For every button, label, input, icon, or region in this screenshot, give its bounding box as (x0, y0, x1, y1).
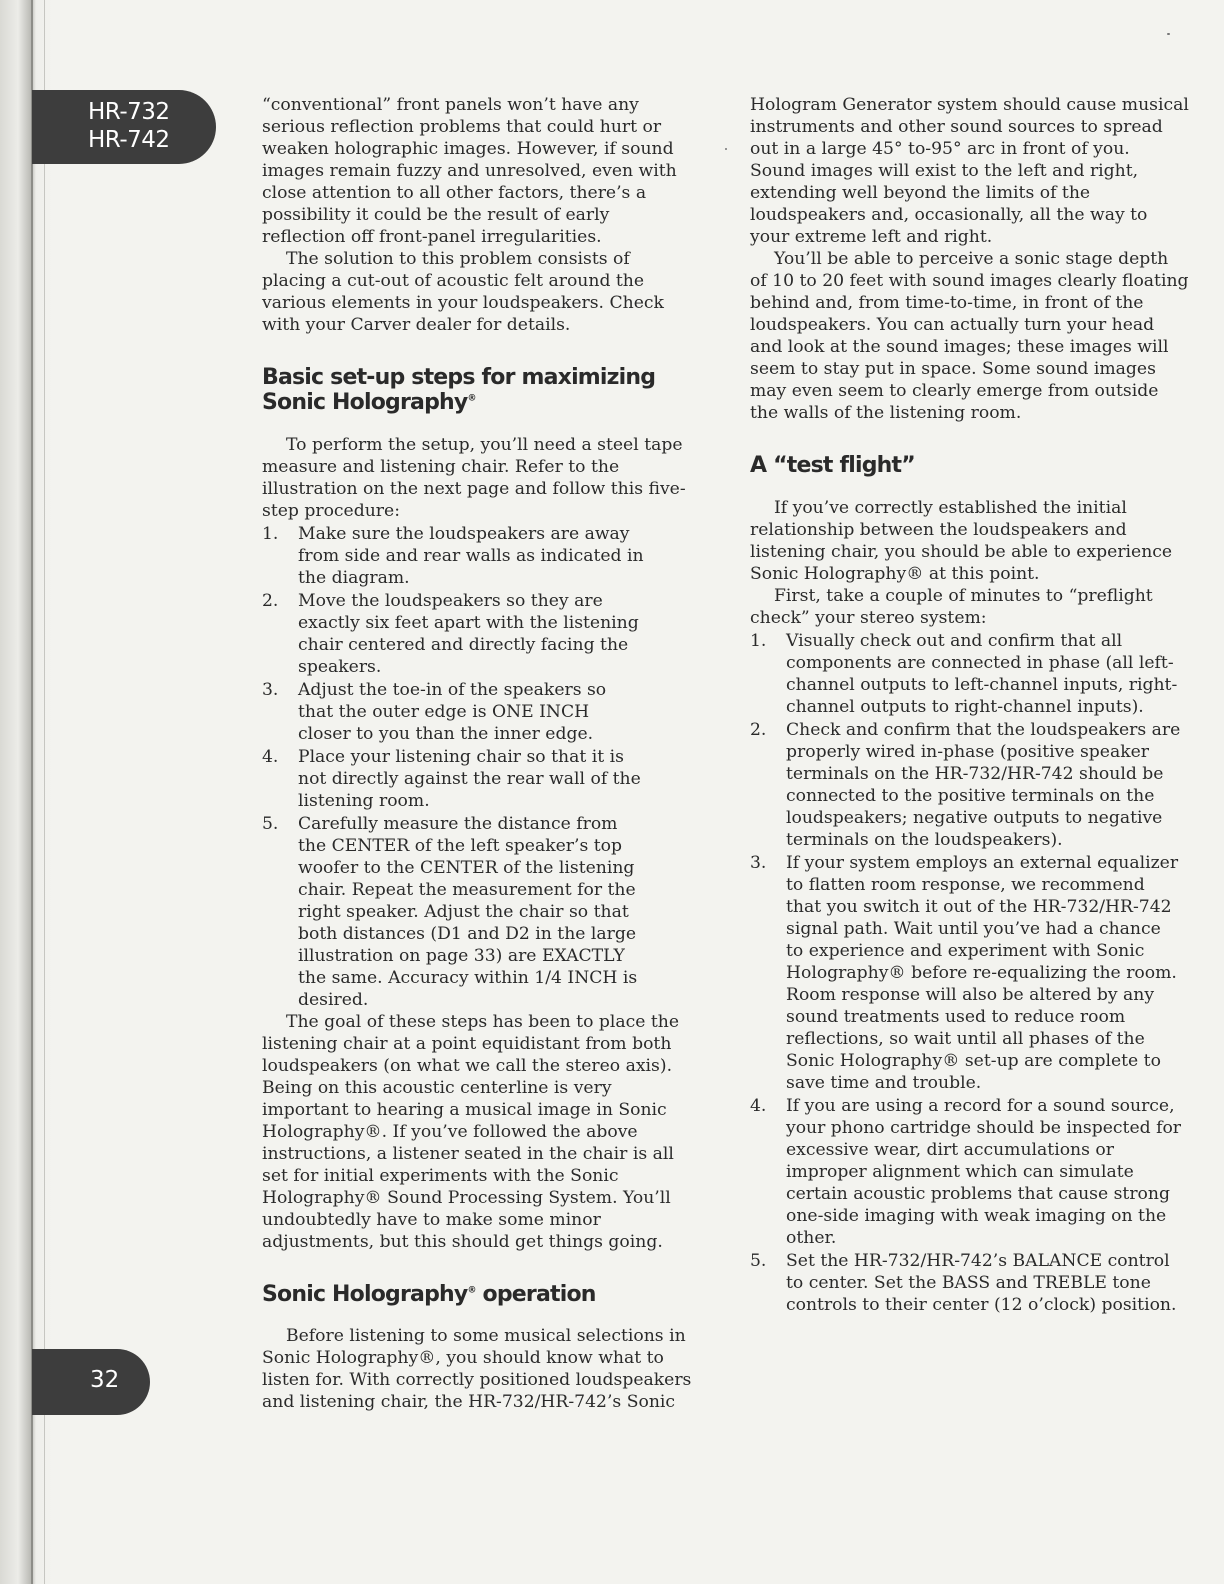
list-item (750, 1095, 1190, 1249)
registered-mark: ® (467, 393, 476, 404)
list-item-number: 2. (750, 720, 767, 740)
list-item-text: Adjust the toe-in of the speakers so that the outer edge is ONE INCH closer to you than the inner edge. (298, 680, 607, 744)
list-item (262, 813, 696, 1011)
setup-intro-paragraph: To perform the setup, you’ll need a steel tape measure and listening chair. Refer to the illustration on the next page and follow this five-step procedure: (262, 435, 686, 521)
solution-paragraph: The solution to this problem consists of placing a cut-out of acoustic felt around the various elements in your loudspeakers. Check with your Carver dealer for details. (262, 249, 664, 335)
right-column (750, 94, 1190, 1316)
scan-speck (725, 148, 727, 150)
list-item (262, 679, 696, 745)
test-flight-heading: A “test flight” (750, 453, 915, 478)
list-item (750, 719, 1190, 851)
setup-heading-line2: Sonic Holography (262, 390, 468, 415)
page-number: 32 (90, 1367, 120, 1393)
list-item-text: If you are using a record for a sound source, your phono cartridge should be inspected for excessive wear, dirt accumulations or improper alignment which can simulate certain acoustic problems that cause strong one-side imaging with weak imaging on the other. (786, 1096, 1182, 1248)
preflight-checklist (750, 630, 1190, 1316)
list-item-text: Make sure the loudspeakers are away from side and rear walls as indicated in the diagram. (298, 524, 644, 588)
operation-heading (262, 1282, 696, 1307)
preflight-paragraph: First, take a couple of minutes to “preflight check” your stereo system: (750, 586, 1153, 628)
goal-paragraph: The goal of these steps has been to place the listening chair at a point equidistant from both loudspeakers (on what we call the stereo axis). Being on this acoustic centerline is very important to hearing a musical image in Sonic Holography®. If you’ve followed the above instructions, a listener seated in the chair is all set for initial experiments with the Sonic Holography® Sound Processing System. You’ll undoubtedly have to make some minor adjustments, but this should get things going. (262, 1012, 680, 1252)
list-item-text: Check and confirm that the loudspeakers are properly wired in-phase (positive speaker terminals on the HR-732/HR-742 should be connected to the positive terminals on the loudspeakers; negative outputs to negative terminals on the loudspeakers). (786, 720, 1181, 850)
list-item-number: 4. (750, 1096, 767, 1116)
list-item-text: If your system employs an external equalizer to flatten room response, we recommend that you switch it out of the HR-732/HR-742 signal path. Wait until you’ve had a chance to experience and experiment with Sonic Holography® before re-equalizing the room. Room response will also be altered by any sound treatments used to reduce room reflections, so wait until all phases of the Sonic Holography® set-up are complete to save time and trouble. (786, 853, 1179, 1093)
list-item (750, 630, 1190, 718)
intro-paragraph: “conventional” front panels won’t have any serious reflection problems that could hurt or weaken holographic images. However, if sound images remain fuzzy and unresolved, even with close attention to all other factors, there’s a possibility it could be the result of early reflection off front-panel irregularities. (262, 95, 677, 247)
model-label-hr732: HR-732 (88, 99, 170, 125)
model-label-hr742: HR-742 (88, 127, 170, 153)
list-item-number: 5. (750, 1251, 767, 1271)
list-item-number: 3. (750, 853, 767, 873)
stage-depth-paragraph: You’ll be able to perceive a sonic stage depth of 10 to 20 feet with sound images clearly floating behind and, from time-to-time, in front of the loudspeakers. You can actually turn your head and look at the sound images; these images will seem to stay put in space. Some sound images may even seem to clearly emerge from outside the walls of the listening room. (750, 249, 1189, 423)
list-item-number: 2. (262, 591, 279, 611)
list-item-number: 3. (262, 680, 279, 700)
list-item-text: Move the loudspeakers so they are exactly six feet apart with the listening chair centered and directly facing the speakers. (298, 591, 639, 677)
setup-steps-list (262, 523, 696, 1011)
binding-shadow-line (44, 0, 45, 1584)
operation-paragraph: Before listening to some musical selections in Sonic Holography®, you should know what to listen for. With correctly positioned loudspeakers and listening chair, the HR-732/HR-742’s Sonic (262, 1326, 692, 1412)
binding-fold-line (31, 0, 33, 1584)
list-item-number: 1. (262, 524, 279, 544)
setup-heading-line1: Basic set-up steps for maximizing (262, 365, 656, 390)
list-item (262, 590, 696, 678)
setup-heading (262, 365, 696, 415)
operation-heading-part1: Sonic Holography (262, 1282, 468, 1307)
operation-heading-part2: operation (475, 1282, 596, 1307)
left-column (262, 94, 696, 1413)
list-item-text: Set the HR-732/HR-742’s BALANCE control to center. Set the BASS and TREBLE tone controls to their center (12 o’clock) position. (786, 1251, 1177, 1315)
page-number-tab (32, 1349, 150, 1415)
list-item-number: 1. (750, 631, 767, 651)
model-tab (32, 90, 216, 164)
test-flight-paragraph: If you’ve correctly established the initial relationship between the loudspeakers and listening chair, you should be able to experience Sonic Holography® at this point. (750, 498, 1173, 584)
list-item (750, 1250, 1190, 1316)
list-item-text: Place your listening chair so that it is not directly against the rear wall of the listening room. (298, 747, 641, 811)
list-item (750, 852, 1190, 1094)
list-item (262, 746, 696, 812)
list-item-number: 5. (262, 814, 279, 834)
list-item-text: Visually check out and confirm that all components are connected in phase (all left-channel outputs to left-channel inputs, right-channel outputs to right-channel inputs). (786, 631, 1178, 717)
list-item (262, 523, 696, 589)
scan-speck (1167, 33, 1170, 35)
list-item-number: 4. (262, 747, 279, 767)
list-item-text: Carefully measure the distance from the CENTER of the left speaker’s top woofer to the CENTER of the listening chair. Repeat the measurement for the right speaker. Adjust the chair so that both distances (D1 and D2 in the large illustration on page 33) are EXACTLY the same. Accuracy within 1/4 INCH is desired. (298, 814, 638, 1010)
registered-mark: ® (467, 1285, 476, 1296)
continued-paragraph: Hologram Generator system should cause musical instruments and other sound sources to spread out in a large 45° to-95° arc in front of you. Sound images will exist to the left and right, extending well beyond the limits of the loudspeakers and, occasionally, all the way to your extreme left and right. (750, 95, 1189, 247)
